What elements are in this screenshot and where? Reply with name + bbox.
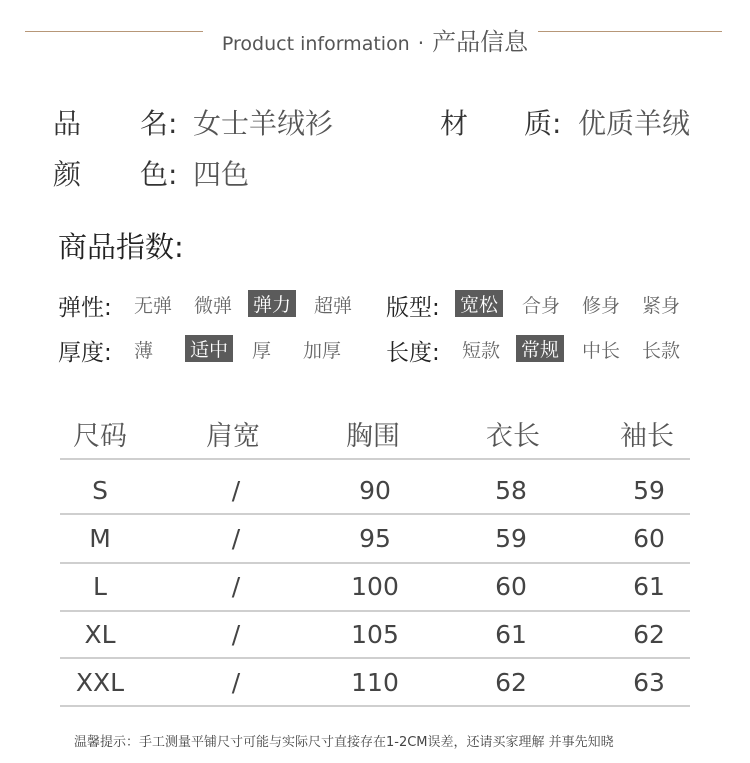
elasticity-option: 无弹 <box>134 295 173 317</box>
table-cell-bust: 90 <box>359 476 391 505</box>
table-cell-bust: 100 <box>351 572 399 601</box>
table-cell-bust: 105 <box>351 620 399 649</box>
table-cell-bust: 110 <box>351 668 399 697</box>
title-english: Product information <box>221 33 410 55</box>
elasticity-option: 微弹 <box>194 295 233 317</box>
table-divider <box>60 513 690 515</box>
table-cell-length: 62 <box>495 668 527 697</box>
table-header-size: 尺码 <box>73 421 127 452</box>
material-label-part1: 材 <box>440 107 469 140</box>
table-cell-shoulder: / <box>231 476 241 505</box>
color-label-part1: 颜 <box>53 158 82 191</box>
material-label-part2: 质: <box>524 107 562 140</box>
table-cell-sleeve: 60 <box>633 524 665 553</box>
fit-option-selected: 宽松 <box>455 290 503 317</box>
table-cell-shoulder: / <box>231 524 241 553</box>
table-cell-shoulder: / <box>231 572 241 601</box>
name-label-part1: 品 <box>53 107 82 140</box>
title-chinese: 产品信息 <box>432 28 529 56</box>
thickness-option: 加厚 <box>303 340 342 362</box>
length-label: 长度: <box>386 340 440 366</box>
table-cell-sleeve: 61 <box>633 572 665 601</box>
color-value: 四色 <box>193 158 250 191</box>
table-header-length: 衣长 <box>486 421 540 452</box>
length-option: 中长 <box>582 340 621 362</box>
thickness-option: 厚 <box>252 340 272 362</box>
name-value: 女士羊绒衫 <box>193 107 334 140</box>
table-divider <box>60 610 690 612</box>
name-label-part2: 名: <box>140 107 178 140</box>
table-header-sleeve: 袖长 <box>620 421 674 452</box>
fit-option: 紧身 <box>642 295 681 317</box>
color-label-part2: 色: <box>140 158 178 191</box>
table-cell-size: L <box>93 572 107 601</box>
elasticity-option: 超弹 <box>314 295 353 317</box>
table-cell-length: 61 <box>495 620 527 649</box>
table-cell-length: 59 <box>495 524 527 553</box>
table-divider <box>60 458 690 460</box>
table-divider <box>60 705 690 707</box>
thickness-label: 厚度: <box>58 340 112 366</box>
table-cell-size: M <box>89 524 111 553</box>
fit-label: 版型: <box>386 295 440 321</box>
table-header-bust: 胸围 <box>346 421 400 452</box>
table-cell-size: XXL <box>75 668 125 697</box>
thickness-option-selected: 适中 <box>185 335 233 362</box>
table-cell-bust: 95 <box>359 524 391 553</box>
elasticity-option-selected: 弹力 <box>248 290 296 317</box>
length-option: 长款 <box>642 340 681 362</box>
material-value: 优质羊绒 <box>578 107 691 140</box>
table-cell-sleeve: 59 <box>633 476 665 505</box>
table-cell-shoulder: / <box>231 668 241 697</box>
fit-option: 合身 <box>522 295 561 317</box>
measurement-note: 温馨提示：手工测量平铺尺寸可能与实际尺寸直接存在1-2CM误差，还请买家理解 并事先知晓 <box>74 735 614 750</box>
thickness-option: 薄 <box>134 340 154 362</box>
table-cell-size: S <box>92 476 108 505</box>
table-cell-size: XL <box>84 620 116 649</box>
table-divider <box>60 562 690 564</box>
table-cell-shoulder: / <box>231 620 241 649</box>
table-divider <box>60 657 690 659</box>
table-cell-sleeve: 62 <box>633 620 665 649</box>
title-dot: · <box>417 31 425 55</box>
index-title: 商品指数: <box>58 230 184 264</box>
fit-option: 修身 <box>582 295 621 317</box>
table-cell-length: 60 <box>495 572 527 601</box>
page-title <box>0 22 750 57</box>
length-option-selected: 常规 <box>516 335 564 362</box>
table-header-shoulder: 肩宽 <box>206 421 260 452</box>
length-option: 短款 <box>462 340 501 362</box>
elasticity-label: 弹性: <box>58 295 112 321</box>
table-cell-length: 58 <box>495 476 527 505</box>
table-cell-sleeve: 63 <box>633 668 665 697</box>
